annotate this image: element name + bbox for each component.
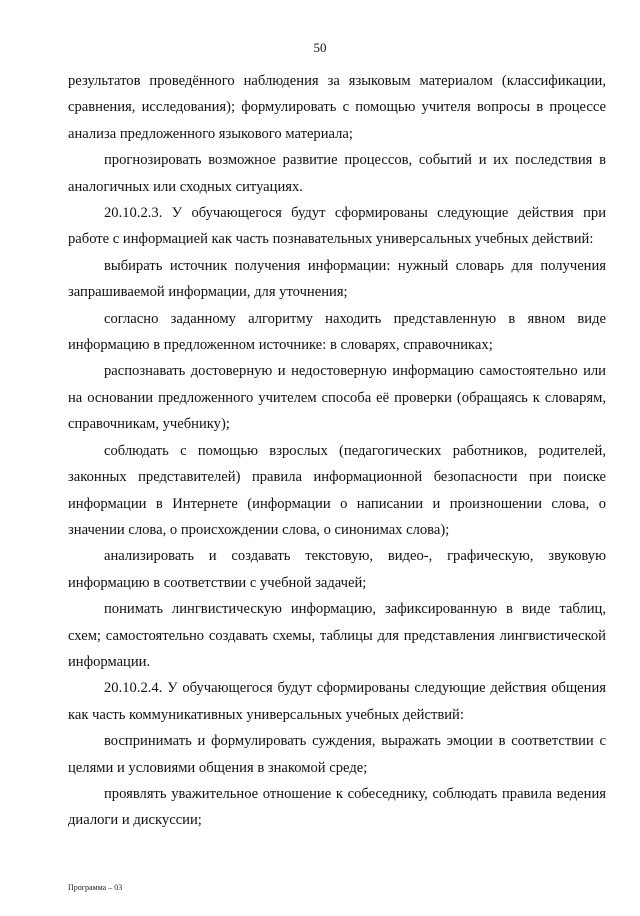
paragraph: соблюдать с помощью взрослых (педагогических работников, родителей, законных представителей) правила информационной безопасности при поиске информации в Интернете (информации о написании и произношении слова, о значении слова, о происхождении слова, о синонимах слова);: [68, 442, 606, 538]
page-number: 50: [313, 40, 327, 55]
section-heading-paragraph: 20.10.2.3. У обучающегося будут сформированы следующие действия при работе с информацией как часть познавательных универсальных учебных действий:: [68, 205, 606, 248]
footer-label: Программа – 03: [68, 883, 123, 892]
paragraph: прогнозировать возможное развитие процессов, событий и их последствия в аналогичных или сходных ситуациях.: [68, 152, 606, 195]
paragraph: воспринимать и формулировать суждения, выражать эмоции в соответствии с целями и условиями общения в знакомой среде;: [68, 733, 606, 776]
paragraph: распознавать достоверную и недостоверную информацию самостоятельно или на основании предложенного учителем способа её проверки (обращаясь к словарям, справочникам, учебнику);: [68, 363, 606, 433]
document-body: [68, 68, 606, 834]
paragraph: результатов проведённого наблюдения за языковым материалом (классификации, сравнения, исследования); формулировать с помощью учителя вопросы в процессе анализа предложенного языкового материала;: [68, 73, 606, 142]
paragraph: выбирать источник получения информации: нужный словарь для получения запрашиваемой информации, для уточнения;: [68, 257, 606, 301]
paragraph: понимать лингвистическую информацию, зафиксированную в виде таблиц, схем; самостоятельно создавать схемы, таблицы для представления лингвистической информации.: [68, 601, 606, 670]
paragraph: анализировать и создавать текстовую, видео-, графическую, звуковую информацию в соответствии с учебной задачей;: [68, 548, 606, 591]
paragraph: проявлять уважительное отношение к собеседнику, соблюдать правила ведения диалоги и дискуссии;: [68, 785, 606, 829]
paragraph: согласно заданному алгоритму находить представленную в явном виде информацию в предложенном источнике: в словарях, справочниках;: [68, 310, 606, 354]
section-heading-paragraph: 20.10.2.4. У обучающегося будут сформированы следующие действия общения как часть коммуникативных универсальных учебных действий:: [68, 680, 606, 723]
